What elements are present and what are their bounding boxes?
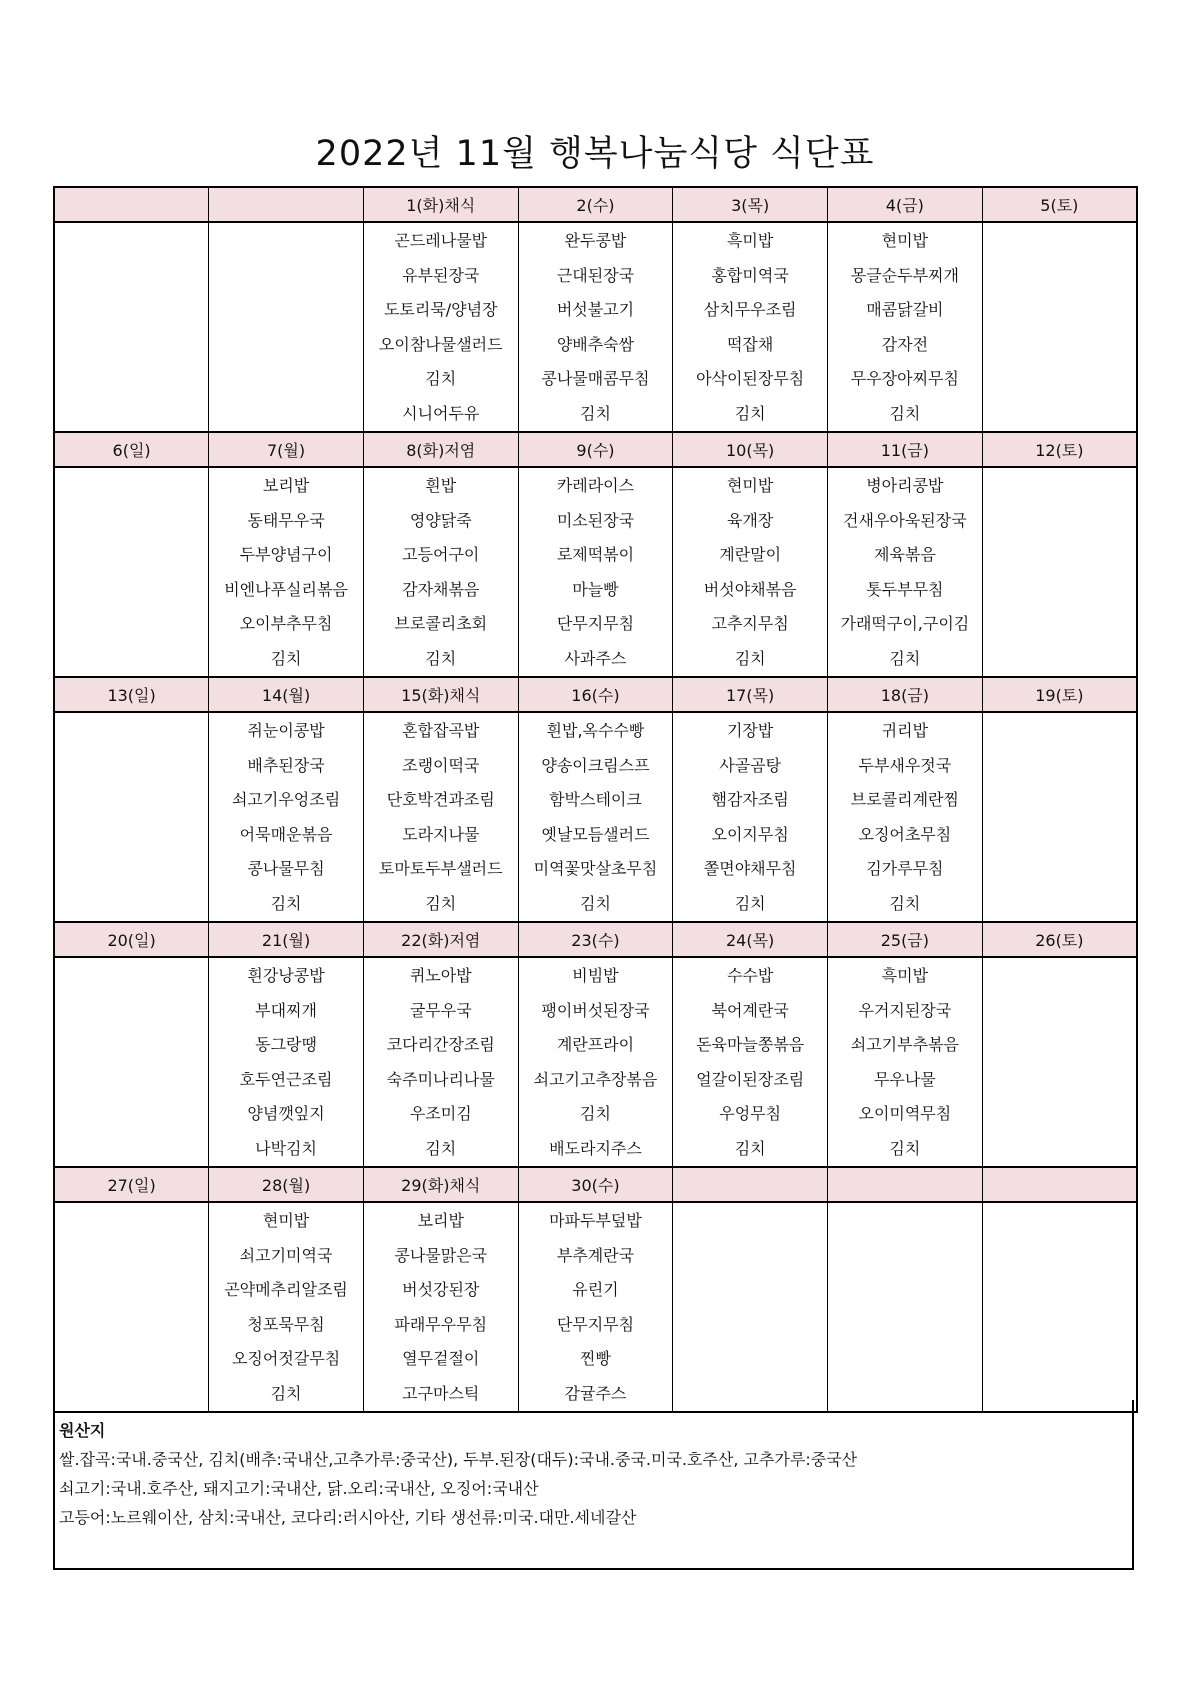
day-header-cell: 4(금) [828, 187, 983, 222]
day-header-cell: 25(금) [828, 922, 983, 957]
day-menu-cell [673, 712, 828, 922]
day-menu-cell [54, 222, 209, 432]
menu-item: 배추된장국 [247, 755, 325, 775]
day-menu-cell [982, 222, 1137, 432]
day-menu-cell [828, 1202, 983, 1412]
menu-item: 숙주미나리나물 [386, 1069, 495, 1089]
week-header-row [54, 1167, 1137, 1202]
menu-item: 얼갈이된장조림 [696, 1069, 805, 1089]
menu-item: 곤약메추리알조림 [224, 1280, 348, 1299]
day-header-cell: 16(수) [518, 677, 673, 712]
menu-item: 브로콜리초회 [394, 614, 488, 633]
menu-item: 오징어젓갈무침 [231, 1349, 341, 1368]
week-menu-row [54, 467, 1137, 677]
menu-item: 흰밥,옥수수빵 [546, 721, 645, 740]
day-header-cell [209, 187, 364, 222]
day-menu-cell [518, 467, 673, 677]
menu-item: 함박스테이크 [549, 790, 642, 809]
menu-item: 오징어초무침 [858, 824, 952, 844]
menu-item: 쇠고기우엉조림 [231, 790, 341, 809]
menu-item: 미소된장국 [556, 510, 635, 530]
menu-item: 톳두부무침 [866, 579, 944, 599]
day-header-cell [673, 1167, 828, 1202]
menu-item: 근대된장국 [556, 265, 635, 285]
menu-item: 김치 [270, 1383, 302, 1403]
menu-item: 마파두부덮밥 [549, 1211, 642, 1230]
origin-line: 쇠고기:국내.호주산, 돼지고기:국내산, 닭.오리:국내산, 오징어:국내산 [59, 1479, 539, 1498]
day-menu-cell [673, 1202, 828, 1412]
menu-item: 배도라지주스 [549, 1138, 642, 1158]
menu-item: 우거지된장국 [858, 1000, 952, 1020]
week-header-row [54, 187, 1137, 222]
menu-item: 버섯불고기 [556, 300, 635, 319]
menu-item: 두부양념구이 [239, 545, 333, 564]
menu-item: 건새우아욱된장국 [843, 510, 967, 530]
menu-item: 팽이버섯된장국 [541, 1000, 650, 1020]
day-menu-cell [363, 712, 518, 922]
menu-item: 고구마스틱 [402, 1383, 480, 1403]
day-menu-cell [828, 712, 983, 922]
menu-item: 오이미역무침 [858, 1104, 952, 1123]
day-header-cell: 6(일) [54, 432, 209, 467]
menu-item: 병아리콩밥 [866, 476, 944, 495]
menu-item: 조랭이떡국 [402, 755, 480, 775]
menu-item: 홍합미역국 [711, 265, 789, 285]
menu-item: 보리밥 [417, 1211, 464, 1230]
week-menu-row [54, 222, 1137, 432]
day-menu-cell [673, 467, 828, 677]
menu-item: 두부새우젓국 [858, 755, 952, 775]
origin-section [53, 1400, 1134, 1570]
menu-item: 김치 [580, 403, 611, 423]
day-header-cell: 22(화)저염 [363, 922, 518, 957]
day-menu-cell [363, 222, 518, 432]
menu-item: 버섯야채볶음 [703, 579, 797, 599]
menu-item: 귀리밥 [881, 721, 929, 740]
menu-item: 쥐눈이콩밥 [247, 721, 325, 740]
menu-item: 보리밥 [262, 476, 310, 495]
menu-item: 햄감자조림 [711, 790, 789, 809]
menu-item: 흰강낭콩밥 [247, 966, 325, 985]
menu-item: 돈육마늘쫑볶음 [696, 1035, 805, 1054]
week-menu-row [54, 712, 1137, 922]
menu-item: 쇠고기부추볶음 [850, 1035, 959, 1054]
week-header-row [54, 677, 1137, 712]
menu-item: 단호박견과조림 [386, 790, 495, 809]
menu-item: 매콤닭갈비 [866, 300, 944, 319]
menu-item: 도토리묵/양념장 [383, 300, 498, 319]
day-menu-cell [673, 957, 828, 1167]
menu-item: 오이참나물샐러드 [378, 334, 503, 354]
day-menu-cell [982, 467, 1137, 677]
menu-item: 브로콜리계란찜 [850, 790, 959, 809]
menu-item: 고등어구이 [402, 545, 480, 564]
menu-item: 사골곰탕 [719, 755, 782, 775]
menu-item: 육개장 [726, 510, 774, 530]
menu-item: 김치 [734, 403, 766, 423]
menu-item: 김치 [425, 648, 457, 668]
menu-item: 기장밥 [726, 721, 774, 740]
day-header-cell: 10(목) [673, 432, 828, 467]
day-menu-cell [673, 222, 828, 432]
day-header-cell: 24(목) [673, 922, 828, 957]
day-header-cell: 26(토) [982, 922, 1137, 957]
week-menu-row [54, 1202, 1137, 1412]
menu-item: 어묵매운볶음 [239, 824, 333, 844]
day-menu-cell [54, 467, 209, 677]
day-header-cell [54, 187, 209, 222]
menu-item: 곤드레나물밥 [394, 231, 488, 250]
menu-item: 우조미김 [409, 1104, 472, 1123]
page-title: 2022년 11월 행복나눔식당 식단표 [315, 134, 875, 174]
day-menu-cell [363, 957, 518, 1167]
menu-item: 김치 [734, 648, 766, 668]
day-menu-cell [828, 222, 983, 432]
menu-item: 김치 [270, 893, 302, 913]
day-header-cell: 13(일) [54, 677, 209, 712]
menu-item: 계란프라이 [556, 1035, 635, 1054]
menu-item: 시니어두유 [402, 403, 480, 423]
day-header-cell: 15(화)채식 [363, 677, 518, 712]
day-header-cell [982, 1167, 1137, 1202]
day-header-cell: 17(목) [673, 677, 828, 712]
menu-item: 영양닭죽 [409, 510, 472, 530]
menu-item: 양배추숙쌈 [556, 334, 635, 354]
menu-item: 콩나물매콤무침 [541, 369, 650, 388]
menu-item: 흰밥 [425, 476, 457, 495]
menu-item: 고추지무침 [711, 614, 789, 633]
menu-item: 부추계란국 [556, 1245, 635, 1265]
menu-item: 양념깻잎지 [247, 1104, 325, 1123]
menu-item: 단무지무침 [556, 614, 635, 633]
day-header-cell: 12(토) [982, 432, 1137, 467]
day-menu-cell [363, 467, 518, 677]
menu-item: 오이부추무침 [239, 614, 333, 633]
menu-item: 무우나물 [873, 1069, 936, 1089]
menu-table [53, 186, 1138, 1413]
day-header-cell: 14(월) [209, 677, 364, 712]
menu-item: 마늘빵 [572, 579, 619, 599]
menu-item: 무우장아찌무침 [850, 369, 959, 388]
day-menu-cell [518, 957, 673, 1167]
menu-item: 동태무우국 [247, 510, 325, 530]
menu-item: 감자전 [881, 334, 929, 354]
day-menu-cell [54, 957, 209, 1167]
day-header-cell: 8(화)저염 [363, 432, 518, 467]
menu-item: 쇠고기고추장볶음 [533, 1069, 658, 1089]
menu-item: 비빔밥 [572, 966, 619, 985]
origin-line: 쌀.잡곡:국내.중국산, 김치(배추:국내산,고추가루:중국산), 두부.된장(대두):국내.중국.미국.호주산, 고추가루:중국산 [59, 1450, 858, 1469]
day-menu-cell [518, 222, 673, 432]
day-header-cell: 5(토) [982, 187, 1137, 222]
menu-item: 혼합잡곡밥 [402, 721, 480, 740]
menu-item: 김치 [425, 893, 457, 913]
menu-item: 로제떡볶이 [556, 545, 635, 564]
menu-item: 흑미밥 [726, 231, 774, 250]
day-header-cell: 27(일) [54, 1167, 209, 1202]
day-header-cell: 20(일) [54, 922, 209, 957]
menu-item: 유부된장국 [402, 265, 480, 285]
day-menu-cell [363, 1202, 518, 1412]
menu-item: 도라지나물 [402, 824, 480, 844]
day-header-cell: 9(수) [518, 432, 673, 467]
day-menu-cell [518, 712, 673, 922]
menu-item: 삼치무우조림 [703, 300, 797, 319]
day-header-cell: 2(수) [518, 187, 673, 222]
menu-item: 열무겉절이 [402, 1349, 480, 1368]
menu-item: 굴무우국 [409, 1000, 472, 1020]
menu-item: 제육볶음 [873, 545, 936, 564]
day-header-cell: 3(목) [673, 187, 828, 222]
menu-item: 호두연근조림 [239, 1069, 333, 1089]
day-menu-cell [828, 957, 983, 1167]
menu-item: 콩나물무침 [247, 859, 325, 878]
menu-item: 몽글순두부찌개 [850, 265, 959, 285]
menu-item: 감자채볶음 [402, 579, 480, 599]
menu-item: 김치 [425, 1138, 457, 1158]
day-menu-cell [982, 712, 1137, 922]
menu-item: 김치 [889, 403, 921, 423]
day-menu-cell [54, 1202, 209, 1412]
menu-item: 현미밥 [262, 1211, 310, 1230]
day-header-cell: 1(화)채식 [363, 187, 518, 222]
menu-item: 오이지무침 [711, 824, 789, 844]
origin-line: 고등어:노르웨이산, 삼치:국내산, 코다리:러시아산, 기타 생선류:미국.대만.세네갈산 [59, 1508, 637, 1527]
menu-item: 버섯강된장 [402, 1280, 480, 1299]
week-header-row [54, 432, 1137, 467]
menu-item: 수수밥 [726, 966, 774, 985]
menu-item: 완두콩밥 [564, 231, 627, 250]
menu-item: 김치 [889, 893, 921, 913]
menu-item: 부대찌개 [255, 1000, 317, 1020]
origin-heading: 원산지 [59, 1421, 106, 1440]
menu-item: 김치 [580, 1104, 611, 1123]
day-menu-cell [828, 467, 983, 677]
menu-item: 북어계란국 [711, 1000, 789, 1020]
week-menu-row [54, 957, 1137, 1167]
day-header-cell: 18(금) [828, 677, 983, 712]
menu-item: 양송이크림스프 [541, 755, 650, 775]
day-menu-cell [209, 1202, 364, 1412]
menu-item: 사과주스 [564, 648, 627, 668]
menu-item: 나박김치 [255, 1138, 317, 1158]
menu-item: 콩나물맑은국 [394, 1245, 488, 1265]
menu-item: 옛날모듬샐러드 [541, 824, 650, 844]
day-header-cell: 11(금) [828, 432, 983, 467]
menu-item: 아삭이된장무침 [696, 369, 805, 388]
day-header-cell: 30(수) [518, 1167, 673, 1202]
menu-item: 비엔나푸실리볶음 [224, 579, 348, 599]
menu-item: 현미밥 [726, 476, 774, 495]
day-menu-cell [982, 1202, 1137, 1412]
day-header-cell: 19(토) [982, 677, 1137, 712]
day-menu-cell [209, 957, 364, 1167]
menu-item: 토마토두부샐러드 [378, 859, 503, 878]
menu-item: 카레라이스 [556, 476, 635, 495]
menu-item: 파래무우무침 [394, 1314, 488, 1334]
menu-item: 김치 [889, 1138, 921, 1158]
menu-item: 감귤주스 [564, 1383, 627, 1403]
day-menu-cell [209, 222, 364, 432]
menu-item: 김치 [425, 369, 457, 388]
menu-item: 미역꽃맛살초무침 [533, 859, 658, 878]
day-menu-cell [209, 467, 364, 677]
menu-item: 현미밥 [881, 231, 929, 250]
day-menu-cell [54, 712, 209, 922]
menu-item: 쫄면야채무침 [703, 859, 797, 878]
day-header-cell [828, 1167, 983, 1202]
menu-item: 떡잡채 [726, 334, 774, 354]
menu-item: 김치 [734, 893, 766, 913]
menu-item: 가래떡구이,구이김 [840, 614, 970, 633]
day-header-cell: 23(수) [518, 922, 673, 957]
day-header-cell: 29(화)채식 [363, 1167, 518, 1202]
menu-item: 유린기 [572, 1280, 619, 1299]
menu-item: 김치 [580, 893, 611, 913]
day-menu-cell [209, 712, 364, 922]
menu-item: 퀴노아밥 [409, 966, 472, 985]
menu-item: 동그랑땡 [255, 1035, 317, 1054]
menu-item: 찐빵 [580, 1349, 611, 1368]
menu-item: 우엉무침 [719, 1104, 782, 1123]
menu-item: 쇠고기미역국 [239, 1245, 333, 1265]
menu-item: 단무지무침 [556, 1314, 635, 1334]
day-menu-cell [518, 1202, 673, 1412]
day-menu-cell [982, 957, 1137, 1167]
day-header-cell: 21(월) [209, 922, 364, 957]
menu-item: 코다리간장조림 [386, 1035, 495, 1054]
week-header-row [54, 922, 1137, 957]
day-header-cell: 7(월) [209, 432, 364, 467]
menu-item: 흑미밥 [881, 966, 929, 985]
menu-item: 김치 [889, 648, 921, 668]
menu-item: 김치 [734, 1138, 766, 1158]
menu-item: 김치 [270, 648, 302, 668]
menu-item: 계란말이 [719, 545, 782, 564]
day-header-cell: 28(월) [209, 1167, 364, 1202]
menu-item: 김가루무침 [866, 859, 944, 878]
menu-item: 청포묵무침 [247, 1314, 325, 1334]
